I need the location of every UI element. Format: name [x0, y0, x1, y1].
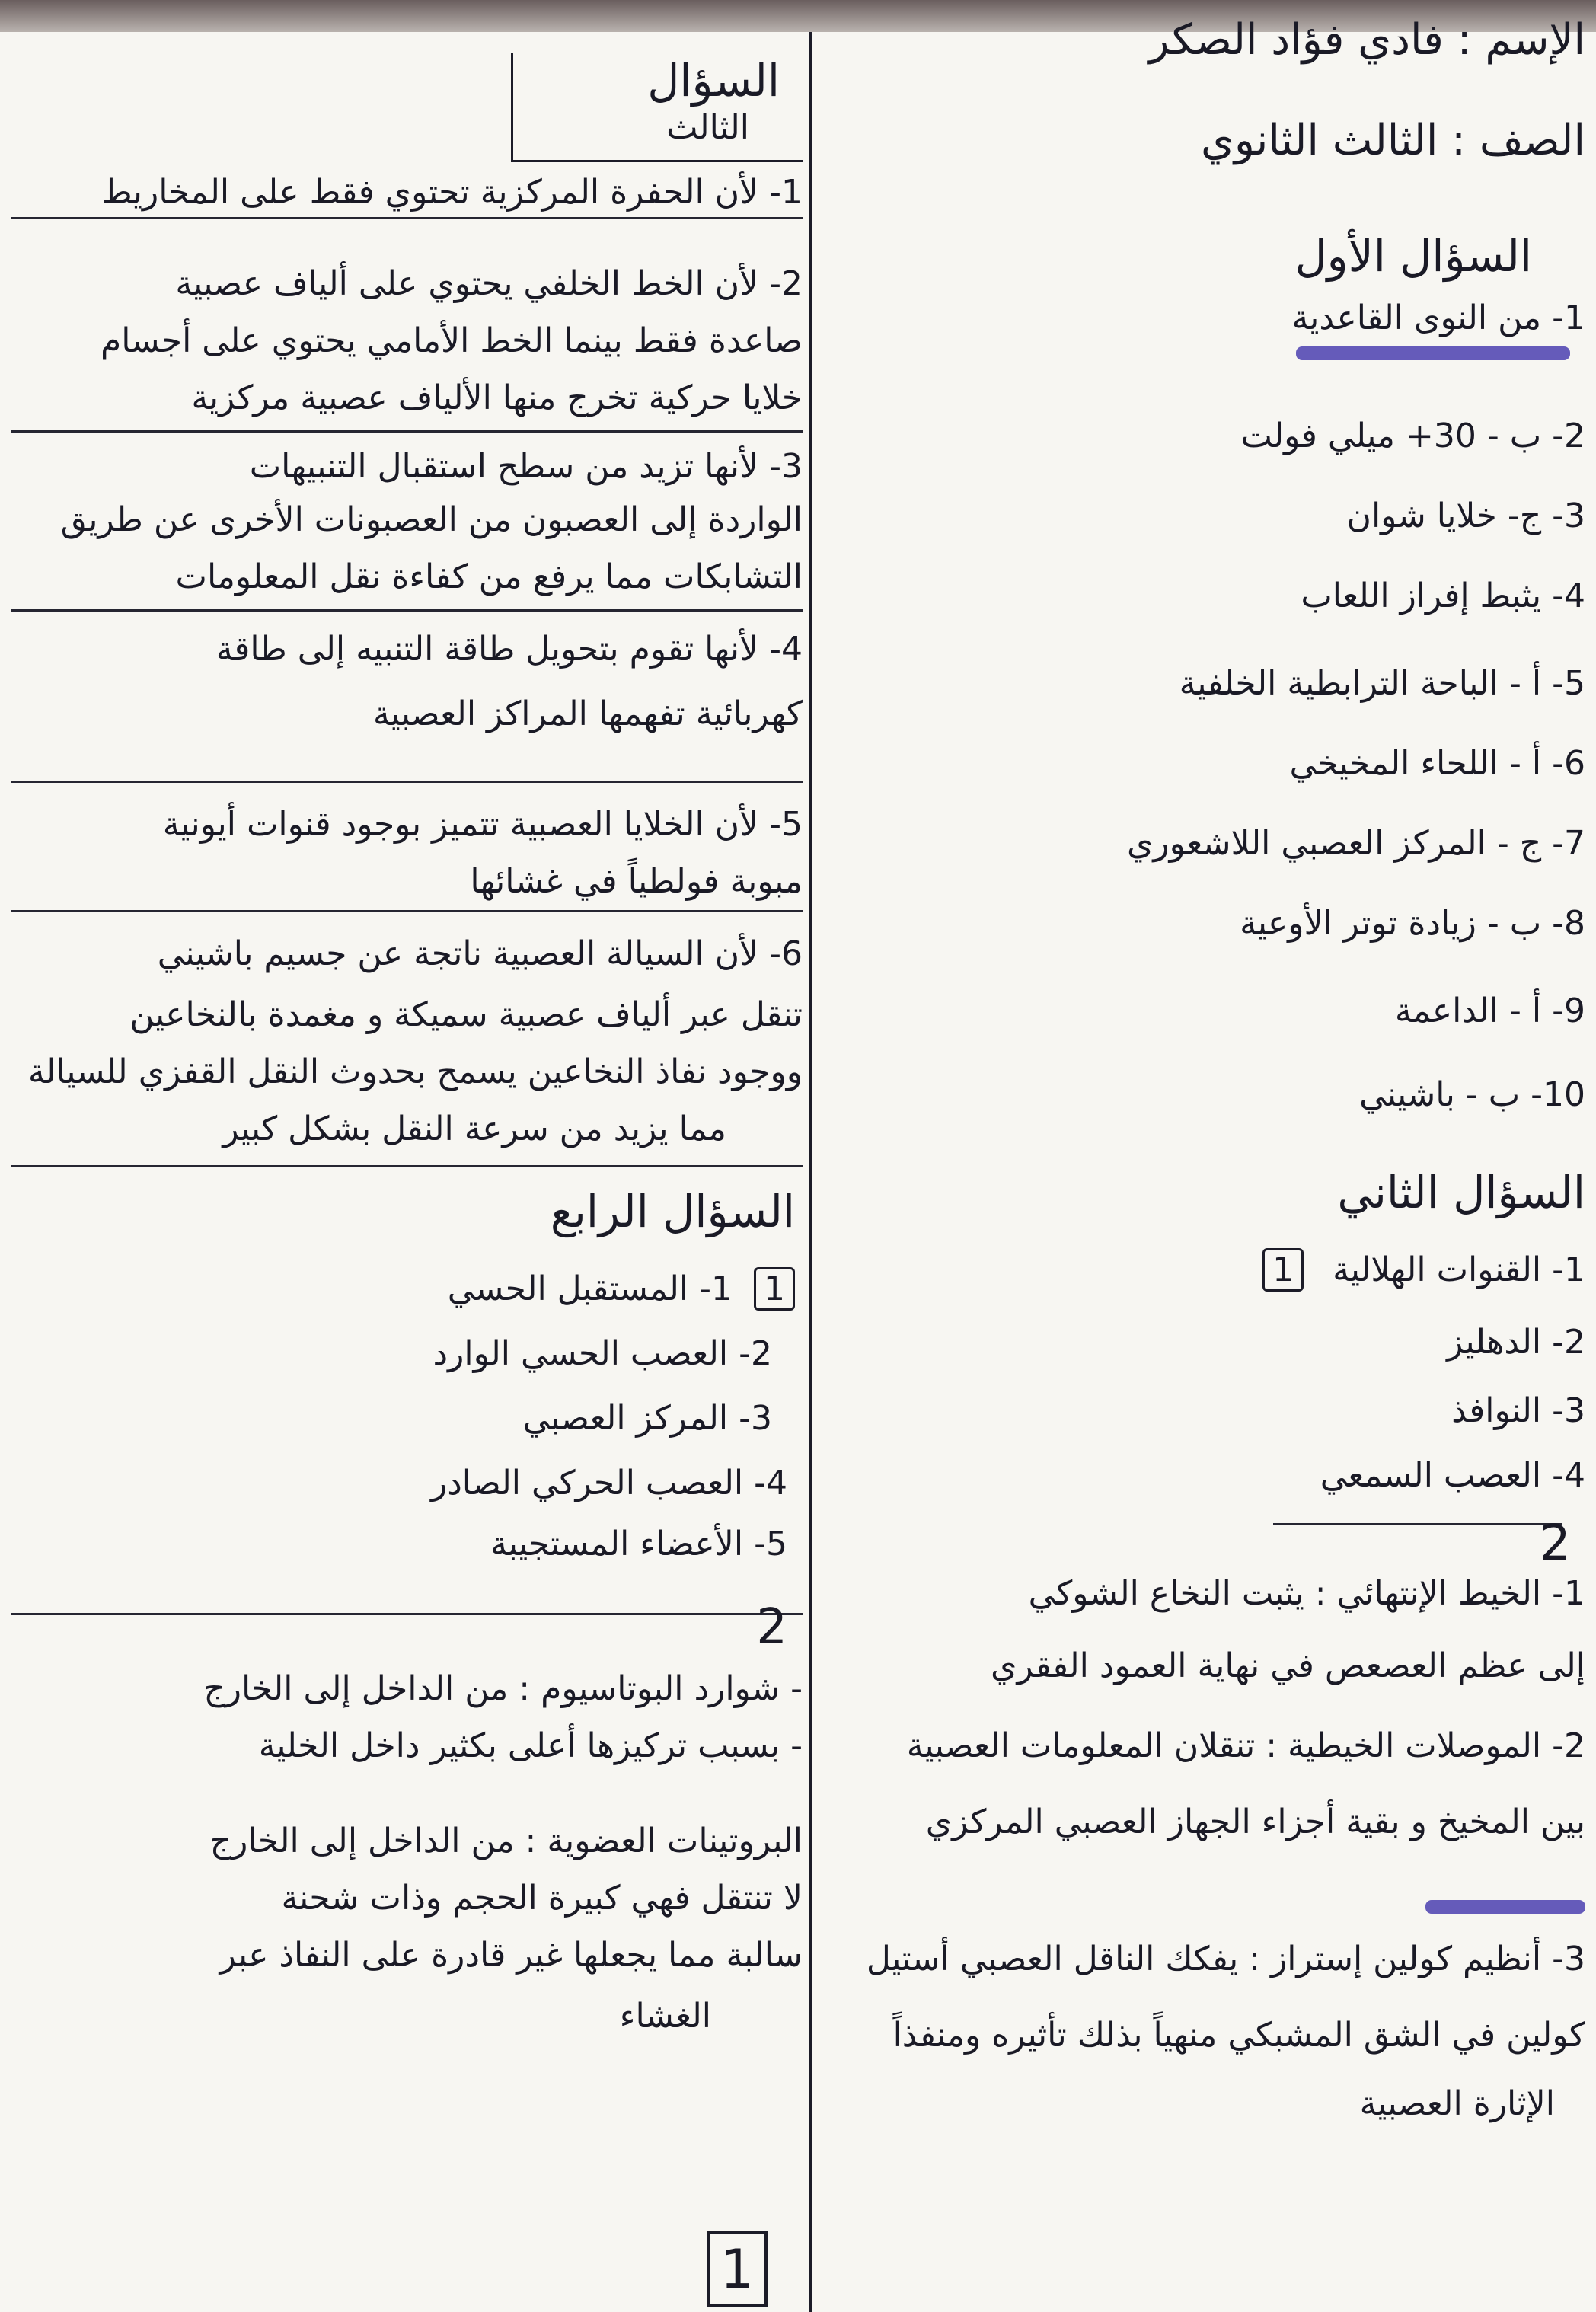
q1-title: السؤال الأول: [1294, 230, 1532, 282]
separator: [11, 910, 803, 912]
q2-answer-4: 4- العصب السمعي: [1320, 1456, 1585, 1495]
q3-answer-2-line-1: 2- لأن الخط الخلفي يحتوي على ألياف عصبية: [175, 264, 803, 303]
separator: [11, 781, 803, 783]
q2-answer-3: 3- النوافذ: [1451, 1391, 1585, 1430]
q3-answer-6-line-3: ووجود نفاذ النخاعين يسمح بحدوث النقل القفزي للسيالة: [27, 1052, 803, 1091]
q1-answer-6: 6- أ - اللحاء المخيخي: [1289, 744, 1585, 783]
right-column: [824, 0, 1585, 2312]
q4-part2-line-3: البروتينات العضوية : من الداخل إلى الخارج: [209, 1822, 803, 1860]
strikeout-scribble-2: [1425, 1900, 1585, 1914]
q4-part1-row-1: [448, 1268, 795, 1310]
q2-part2-line-2: إلى عظم العصعص في نهاية العمود الفقري: [991, 1646, 1585, 1685]
q3-answer-2-line-2: صاعدة فقط بينما الخط الأمامي يحتوي على أجسام: [100, 321, 803, 360]
q2-underline: [1273, 1523, 1562, 1525]
q3-title-line-1: السؤال: [647, 55, 780, 107]
q1-answer-10: 10- ب - باشيني: [1359, 1075, 1585, 1114]
q3-answer-4-line-2: كهربائية تفهمها المراكز العصبية: [372, 695, 803, 733]
separator: [11, 1613, 803, 1615]
student-name: الإسم : فادي فؤاد الصكر: [1148, 15, 1585, 65]
separator: [11, 430, 803, 433]
q3-title-line-2: الثالث: [666, 108, 749, 147]
q1-answer-5: 5- أ - الباحة الترابطية الخلفية: [1179, 664, 1585, 703]
page-number: 1: [707, 2231, 768, 2307]
q3-answer-6-line-4: مما يزيد من سرعة النقل بشكل كبير: [222, 1110, 726, 1148]
q1-answer-4: 4- يثبط إفراز اللعاب: [1301, 576, 1585, 615]
q2-part2-line-1: 1- الخيط الإنتهائي : يثبت النخاع الشوكي: [1028, 1574, 1585, 1613]
q3-answer-1: 1- لأن الحفرة المركزية تحتوي فقط على المخاريط: [101, 173, 803, 212]
q4-title: السؤال الرابع: [550, 1186, 795, 1237]
q1-answer-2: 2- ب - 30+ ميلي فولت: [1240, 417, 1585, 455]
q4-part2-line-5: سالبة مما يجعلها غير قادرة على النفاذ عبر: [219, 1936, 803, 1975]
q1-answer-7: 7- ج - المركز العصبي اللاشعوري: [1126, 824, 1585, 863]
separator: [11, 609, 803, 612]
q2-answer-2: 2- الدهليز: [1447, 1323, 1585, 1362]
student-class: الصف : الثالث الثانوي: [1201, 116, 1585, 165]
q2-part2-line-4: بين المخيخ و بقية أجزاء الجهاز العصبي المركزي: [925, 1803, 1585, 1841]
q3-answer-4-line-1: 4- لأنها تقوم بتحويل طاقة التنبيه إلى طاقة: [215, 630, 803, 669]
q2-part2-marker: 2: [1540, 1515, 1571, 1572]
left-column: [11, 0, 803, 2312]
q1-answer-9: 9- أ - الداعمة: [1394, 992, 1585, 1030]
q2-part2-line-5: 3- أنظيم كولين إستراز : يفكك الناقل العصبي أستيل: [866, 1940, 1585, 1978]
q4-answer-2: 2- العصب الحسي الوارد: [433, 1334, 772, 1373]
q3-answer-6-line-1: 6- لأن السيالة العصبية ناتجة عن جسيم باشيني: [157, 934, 803, 973]
q4-part2-marker: 2: [756, 1599, 787, 1656]
q2-part1-marker: 1: [1262, 1248, 1304, 1292]
q4-answer-5: 5- الأعضاء المستجيبة: [490, 1525, 787, 1563]
q2-answer-1: 1- القنوات الهلالية: [1333, 1250, 1585, 1289]
q3-answer-3-line-2: الواردة إلى العصبون من العصبونات الأخرى عن طريق: [60, 500, 803, 539]
q3-answer-2-line-3: خلايا حركية تخرج منها الألياف عصبية مركزية: [191, 378, 803, 417]
q2-part2-line-7: الإثارة العصبية: [1359, 2084, 1555, 2123]
q4-part2-line-6: الغشاء: [619, 1997, 711, 2036]
q2-part2-line-3: 2- الموصلات الخيطية : تنقلان المعلومات العصبية: [906, 1726, 1585, 1765]
q4-answer-3: 3- المركز العصبي: [522, 1399, 772, 1438]
q3-answer-6-line-2: تنقل عبر ألياف عصبية سميكة و مغمدة بالنخاعين: [129, 995, 803, 1034]
q4-part1-marker: 1: [754, 1267, 795, 1311]
q1-answer-1: 1- من النوى القاعدية: [1291, 299, 1585, 337]
q3-answer-3-line-3: التشابكات مما يرفع من كفاءة نقل المعلومات: [175, 557, 803, 596]
q4-part2-line-2: - بسبب تركيزها أعلى بكثير داخل الخلية: [258, 1726, 803, 1765]
q4-part2-line-4: لا تنتقل فهي كبيرة الحجم وذات شحنة: [281, 1879, 803, 1918]
q4-answer-4: 4- العصب الحركي الصادر: [430, 1464, 787, 1502]
q1-answer-3: 3- ج- خلايا شوان: [1346, 497, 1585, 535]
q3-answer-5-line-2: مبوبة فولطياً في غشائها: [470, 862, 803, 901]
q2-part1-list: [1262, 1249, 1585, 1291]
q4-answer-1: 1- المستقبل الحسي: [447, 1269, 733, 1308]
q4-part2-line-1: - شوارد البوتاسيوم : من الداخل إلى الخارج: [203, 1669, 803, 1708]
q2-title: السؤال الثاني: [1337, 1167, 1585, 1218]
q3-answer-3-line-1: 3- لأنها تزيد من سطح استقبال التنبيهات: [249, 447, 803, 486]
strikeout-scribble: [1296, 346, 1570, 360]
q3-answer-5-line-1: 5- لأن الخلايا العصبية تتميز بوجود قنوات أيونية: [162, 805, 803, 844]
column-divider: [809, 32, 812, 2312]
q1-answer-8: 8- ب - زيادة توتر الأوعية: [1240, 904, 1585, 943]
separator: [11, 217, 803, 219]
q2-part2-line-6: كولين في الشق المشبكي منهياً بذلك تأثيره ومنفذاً: [892, 2016, 1585, 2055]
separator: [11, 1165, 803, 1167]
q3-title-box: [511, 53, 803, 162]
